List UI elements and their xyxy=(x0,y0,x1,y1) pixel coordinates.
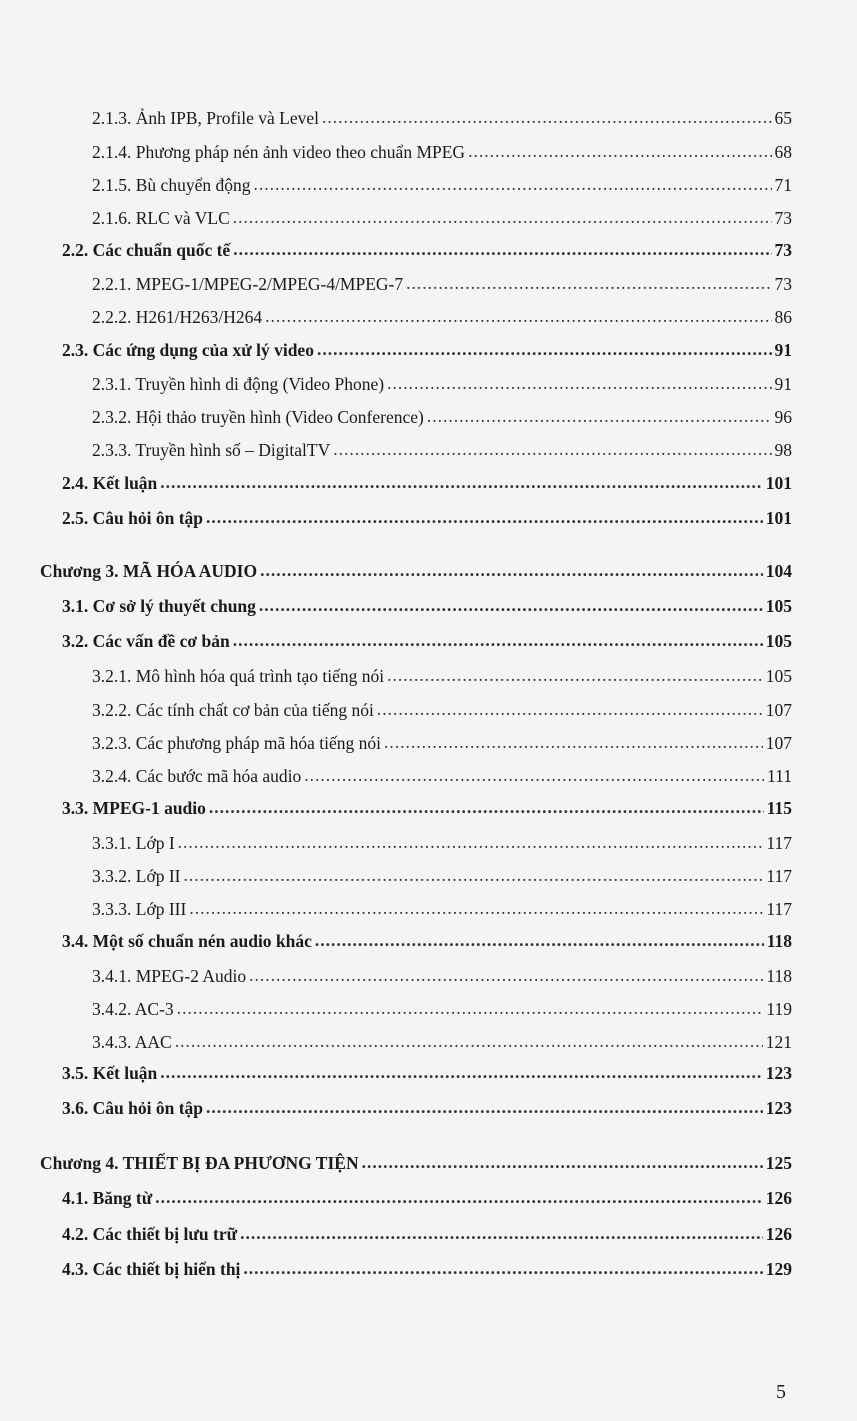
leader-dots xyxy=(387,664,763,686)
leader-dots xyxy=(175,1030,763,1052)
toc-entry-page: 121 xyxy=(765,1032,792,1052)
toc-entry xyxy=(92,693,792,721)
leader-dots xyxy=(253,173,771,195)
leader-dots xyxy=(233,629,763,651)
toc-entry xyxy=(92,859,792,887)
toc-entry-title: 3.4.3. AAC xyxy=(92,1032,172,1052)
leader-dots xyxy=(206,506,763,528)
toc-entry xyxy=(92,992,792,1020)
leader-dots xyxy=(160,471,762,493)
toc-entry-title: 3.2.3. Các phương pháp mã hóa tiếng nói xyxy=(92,733,381,753)
toc-entry-page: 105 xyxy=(765,596,792,616)
toc-entry-title: 2.2.2. H261/H263/H264 xyxy=(92,307,263,327)
toc-entry xyxy=(62,924,792,952)
leader-dots xyxy=(427,405,772,427)
toc-entry-page: 126 xyxy=(765,1188,792,1208)
toc-entry xyxy=(92,892,792,920)
toc-entry-page: 73 xyxy=(774,274,792,294)
toc-entry-page: 123 xyxy=(765,1063,792,1083)
toc-entry-title: 3.3.2. Lớp II xyxy=(92,866,181,886)
toc-entry-page: 129 xyxy=(765,1259,792,1279)
toc-entry-title: 3.3.1. Lớp I xyxy=(92,833,175,853)
toc-entry-title: Chương 4. THIẾT BỊ ĐA PHƯƠNG TIỆN xyxy=(40,1153,359,1173)
toc-entry-title: 2.2.1. MPEG-1/MPEG-2/MPEG-4/MPEG-7 xyxy=(92,274,404,294)
toc-entry xyxy=(62,501,792,529)
toc-entry-page: 123 xyxy=(765,1098,792,1118)
leader-dots xyxy=(377,698,763,720)
toc-entry-page: 117 xyxy=(766,899,792,919)
toc-entry xyxy=(62,333,792,361)
toc-entry-title: 2.3.1. Truyền hình di động (Video Phone) xyxy=(92,374,385,394)
leader-dots xyxy=(317,338,772,360)
toc-entry xyxy=(62,1217,792,1245)
toc-entry xyxy=(92,726,792,754)
toc-entry xyxy=(92,135,792,163)
toc-entry-page: 96 xyxy=(774,407,792,427)
leader-dots xyxy=(322,106,772,128)
toc-entry-title: 3.4.2. AC-3 xyxy=(92,999,174,1019)
toc-entry xyxy=(92,168,792,196)
toc-entry-title: 2.5. Câu hỏi ôn tập xyxy=(62,508,204,528)
leader-dots xyxy=(384,731,763,753)
toc-entry-page: 105 xyxy=(765,666,792,686)
toc-entry-title: 3.4.1. MPEG-2 Audio xyxy=(92,966,247,986)
toc-entry xyxy=(92,267,792,295)
leader-dots xyxy=(406,272,771,294)
toc-entry-page: 68 xyxy=(774,142,792,162)
toc-entry-title: 3.3.3. Lớp III xyxy=(92,899,187,919)
leader-dots xyxy=(387,372,771,394)
leader-dots xyxy=(178,831,764,853)
leader-dots xyxy=(240,1222,763,1244)
toc-entry xyxy=(92,300,792,328)
toc-entry-title: 2.1.4. Phương pháp nén ảnh video theo chuẩn MPEG xyxy=(92,142,466,162)
toc-entry xyxy=(92,959,792,987)
leader-dots xyxy=(183,864,763,886)
toc-entry-title: 3.2.2. Các tính chất cơ bản của tiếng nói xyxy=(92,700,374,720)
toc-entry xyxy=(92,433,792,461)
toc-entry xyxy=(62,791,792,819)
toc-entry-page: 118 xyxy=(766,966,792,986)
leader-dots xyxy=(315,929,764,951)
toc-entry xyxy=(92,101,792,129)
toc-entry-title: Chương 3. MÃ HÓA AUDIO xyxy=(40,561,258,581)
toc-entry-page: 98 xyxy=(774,440,792,460)
toc-entry xyxy=(92,826,792,854)
leader-dots xyxy=(468,140,771,162)
toc-entry xyxy=(92,201,792,229)
toc-entry xyxy=(62,466,792,494)
toc-entry xyxy=(62,589,792,617)
leader-dots xyxy=(189,897,763,919)
leader-dots xyxy=(260,559,763,581)
toc-entry xyxy=(92,367,792,395)
leader-dots xyxy=(206,1096,763,1118)
toc-entry xyxy=(92,400,792,428)
toc-entry-title: 2.3.2. Hội thảo truyền hình (Video Conference) xyxy=(92,407,424,427)
toc-entry-title: 2.3.3. Truyền hình số – DigitalTV xyxy=(92,440,331,460)
toc-entry-title: 2.3. Các ứng dụng của xử lý video xyxy=(62,340,314,360)
leader-dots xyxy=(233,238,771,260)
leader-dots xyxy=(362,1151,763,1173)
toc-entry-page: 126 xyxy=(765,1224,792,1244)
toc-entry-page: 119 xyxy=(766,999,792,1019)
toc-entry-page: 86 xyxy=(774,307,792,327)
toc-entry-title: 3.3. MPEG-1 audio xyxy=(62,798,206,818)
toc-entry-title: 2.2. Các chuẩn quốc tế xyxy=(62,240,231,260)
toc-entry xyxy=(62,624,792,652)
leader-dots xyxy=(160,1061,762,1083)
toc-entry-page: 65 xyxy=(774,108,792,128)
leader-dots xyxy=(209,796,764,818)
toc-entry-title: 3.6. Câu hỏi ôn tập xyxy=(62,1098,204,1118)
leader-dots xyxy=(243,1257,762,1279)
toc-entry-title: 2.1.3. Ảnh IPB, Profile và Level xyxy=(92,108,319,128)
toc-entry-page: 117 xyxy=(766,866,792,886)
toc-entry-title: 3.2.1. Mô hình hóa quá trình tạo tiếng nói xyxy=(92,666,385,686)
toc-entry-title: 2.1.5. Bù chuyển động xyxy=(92,175,251,195)
toc-entry-title: 3.4. Một số chuẩn nén audio khác xyxy=(62,931,312,951)
toc-entry-page: 104 xyxy=(765,561,792,581)
toc-entry-page: 91 xyxy=(774,374,792,394)
toc-entry-title: 2.4. Kết luận xyxy=(62,473,158,493)
toc-entry xyxy=(62,1091,792,1119)
toc-entry xyxy=(62,1181,792,1209)
leader-dots xyxy=(265,305,771,327)
toc-entry-page: 71 xyxy=(774,175,792,195)
leader-dots xyxy=(333,438,771,460)
toc-entry-title: 4.3. Các thiết bị hiển thị xyxy=(62,1259,241,1279)
leader-dots xyxy=(155,1186,763,1208)
page-number: 5 xyxy=(776,1381,786,1403)
toc-entry-page: 91 xyxy=(774,340,792,360)
toc-entry-page: 125 xyxy=(765,1153,792,1173)
toc-entry-page: 101 xyxy=(765,473,792,493)
toc-entry-page: 111 xyxy=(767,766,792,786)
toc-entry-page: 105 xyxy=(765,631,792,651)
toc-entry-title: 3.2.4. Các bước mã hóa audio xyxy=(92,766,302,786)
toc-entry xyxy=(92,659,792,687)
toc-entry-page: 107 xyxy=(765,733,792,753)
toc-entry-title: 3.5. Kết luận xyxy=(62,1063,158,1083)
toc-entry xyxy=(92,759,792,787)
toc-entry-title: 4.1. Băng từ xyxy=(62,1188,153,1208)
toc-chapter xyxy=(40,1146,792,1174)
toc-entry-page: 101 xyxy=(765,508,792,528)
toc-entry-page: 107 xyxy=(765,700,792,720)
toc-entry-page: 117 xyxy=(766,833,792,853)
toc-chapter xyxy=(40,554,792,582)
toc-entry-title: 3.1. Cơ sở lý thuyết chung xyxy=(62,596,256,616)
toc-entry-title: 4.2. Các thiết bị lưu trữ xyxy=(62,1224,238,1244)
leader-dots xyxy=(304,764,764,786)
leader-dots xyxy=(233,206,772,228)
toc-entry xyxy=(92,1025,792,1053)
toc-entry-page: 118 xyxy=(766,931,792,951)
toc-entry xyxy=(62,233,792,261)
toc-entry-page: 73 xyxy=(774,208,792,228)
leader-dots xyxy=(177,997,764,1019)
toc-entry-title: 2.1.6. RLC và VLC xyxy=(92,208,230,228)
toc-entry-title: 3.2. Các vấn đề cơ bản xyxy=(62,631,230,651)
toc-entry xyxy=(62,1056,792,1084)
toc-entry-page: 115 xyxy=(766,798,792,818)
toc-entry xyxy=(62,1252,792,1280)
leader-dots xyxy=(249,964,763,986)
toc-entry-page: 73 xyxy=(774,240,792,260)
leader-dots xyxy=(259,594,763,616)
